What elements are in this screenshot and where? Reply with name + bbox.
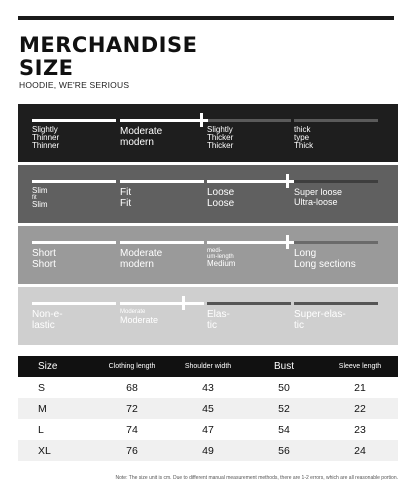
table-cell: 45 bbox=[170, 398, 246, 419]
table-header-cell: Sleeve length bbox=[322, 356, 398, 377]
scale-segment bbox=[32, 241, 116, 244]
scale-label bbox=[207, 248, 235, 268]
scale-segment bbox=[120, 180, 204, 183]
label-line: Thinner bbox=[32, 141, 60, 150]
label-line: Thick bbox=[294, 141, 314, 150]
table-row bbox=[18, 398, 398, 419]
scale-label bbox=[120, 187, 131, 209]
label-line: Thicker bbox=[207, 141, 234, 150]
label-line: fit bbox=[32, 195, 37, 201]
label-line: Non-e- bbox=[32, 309, 63, 320]
scale-label bbox=[294, 187, 342, 207]
label-line: Short bbox=[32, 259, 56, 270]
top-rule bbox=[18, 16, 394, 20]
label-line: thick bbox=[294, 125, 311, 134]
scale-label bbox=[294, 309, 346, 331]
label-line: Loose bbox=[207, 187, 235, 198]
elasticity-scale bbox=[18, 287, 398, 345]
label-line: Medium bbox=[207, 259, 236, 268]
table-cell: L bbox=[18, 419, 94, 440]
scale-label bbox=[32, 187, 48, 209]
label-line: type bbox=[294, 133, 310, 142]
label-line: Long sections bbox=[294, 259, 356, 270]
table-cell: 56 bbox=[246, 440, 322, 461]
table-cell: 24 bbox=[322, 440, 398, 461]
scale-segment bbox=[32, 302, 116, 305]
length-scale bbox=[18, 226, 398, 284]
table-cell: 54 bbox=[246, 419, 322, 440]
label-line: um-length bbox=[207, 254, 234, 260]
table-cell: 76 bbox=[94, 440, 170, 461]
scale-segment bbox=[294, 241, 378, 244]
page-subtitle: HOODIE, WE'RE SERIOUS bbox=[19, 80, 130, 90]
table-row bbox=[18, 419, 398, 440]
table-cell: 50 bbox=[246, 377, 322, 398]
label-line: Super loose bbox=[294, 187, 343, 197]
table-cell: 74 bbox=[94, 419, 170, 440]
label-line: modern bbox=[120, 259, 154, 270]
table-header-cell: Clothing length bbox=[94, 356, 170, 377]
label-line: Ultra-loose bbox=[294, 197, 338, 207]
scale-label bbox=[120, 248, 162, 270]
table-cell: 21 bbox=[322, 377, 398, 398]
label-line: Super-elas- bbox=[294, 309, 346, 320]
thickness-scale bbox=[18, 104, 398, 162]
scale-label bbox=[294, 126, 313, 150]
scale-label bbox=[207, 126, 233, 150]
table-cell: 47 bbox=[170, 419, 246, 440]
table-cell: 23 bbox=[322, 419, 398, 440]
table-cell: M bbox=[18, 398, 94, 419]
scale-segment bbox=[32, 119, 116, 122]
label-line: modern bbox=[120, 137, 154, 148]
title-line-1: MERCHANDISE bbox=[19, 33, 198, 57]
table-cell: 72 bbox=[94, 398, 170, 419]
label-line: Slim bbox=[32, 200, 48, 209]
table-cell: XL bbox=[18, 440, 94, 461]
size-table bbox=[18, 356, 398, 461]
label-line: Thinner bbox=[32, 133, 60, 142]
table-header-cell: Bust bbox=[246, 356, 322, 377]
scale-segment bbox=[120, 241, 204, 244]
scale-label bbox=[120, 126, 162, 148]
label-line: Moderate bbox=[120, 315, 159, 325]
label-line: Slightly bbox=[32, 125, 58, 134]
table-cell: 43 bbox=[170, 377, 246, 398]
label-line: Slim bbox=[32, 186, 48, 195]
table-cell: 49 bbox=[170, 440, 246, 461]
scale-label bbox=[120, 309, 158, 325]
table-cell: 22 bbox=[322, 398, 398, 419]
label-line: Loose bbox=[207, 198, 235, 209]
scale-label bbox=[32, 126, 59, 150]
scale-segment bbox=[207, 119, 291, 122]
scale-marker-plus-icon bbox=[280, 235, 294, 249]
fit-scale bbox=[18, 165, 398, 223]
scale-label bbox=[294, 248, 356, 270]
scale-segment bbox=[294, 180, 378, 183]
label-line: Long bbox=[294, 248, 317, 259]
scale-segment bbox=[32, 180, 116, 183]
scale-segment bbox=[120, 119, 204, 122]
table-cell: 68 bbox=[94, 377, 170, 398]
scale-marker-plus-icon bbox=[194, 113, 208, 127]
title-line-2: SIZE bbox=[19, 56, 74, 80]
scale-segment bbox=[207, 241, 291, 244]
label-line: tic bbox=[207, 320, 217, 331]
scale-segment bbox=[207, 302, 291, 305]
scale-segment bbox=[120, 302, 204, 305]
table-cell: S bbox=[18, 377, 94, 398]
table-row bbox=[18, 377, 398, 398]
label-line: medi- bbox=[207, 248, 223, 254]
label-line: Moderate bbox=[120, 248, 163, 259]
measurement-note: Note: The size unit is cm. Due to different manual measurement methods, there are 1-2 errors, which are all reasonable portion. bbox=[115, 475, 398, 481]
label-line: Fit bbox=[120, 198, 132, 209]
scale-segment bbox=[294, 302, 378, 305]
scale-marker-plus-icon bbox=[280, 174, 294, 188]
scale-segment bbox=[294, 119, 378, 122]
scale-label bbox=[32, 248, 56, 270]
scale-label bbox=[207, 309, 230, 331]
scale-label bbox=[207, 187, 234, 209]
page-title bbox=[19, 34, 197, 80]
table-header-cell: Size bbox=[18, 356, 94, 377]
label-line: Short bbox=[32, 248, 56, 259]
scale-label bbox=[32, 309, 63, 331]
label-line: Fit bbox=[120, 187, 132, 198]
table-row bbox=[18, 440, 398, 461]
label-line: Moderate bbox=[120, 309, 146, 315]
label-line: Elas- bbox=[207, 309, 230, 320]
scale-marker-plus-icon bbox=[176, 296, 190, 310]
label-line: Thicker bbox=[207, 133, 234, 142]
table-header-row bbox=[18, 356, 398, 377]
label-line: lastic bbox=[32, 320, 55, 331]
table-cell: 52 bbox=[246, 398, 322, 419]
label-line: Moderate bbox=[120, 126, 163, 137]
scale-segment bbox=[207, 180, 291, 183]
label-line: tic bbox=[294, 320, 304, 331]
label-line: Slightly bbox=[207, 125, 233, 134]
table-header-cell: Shoulder width bbox=[170, 356, 246, 377]
